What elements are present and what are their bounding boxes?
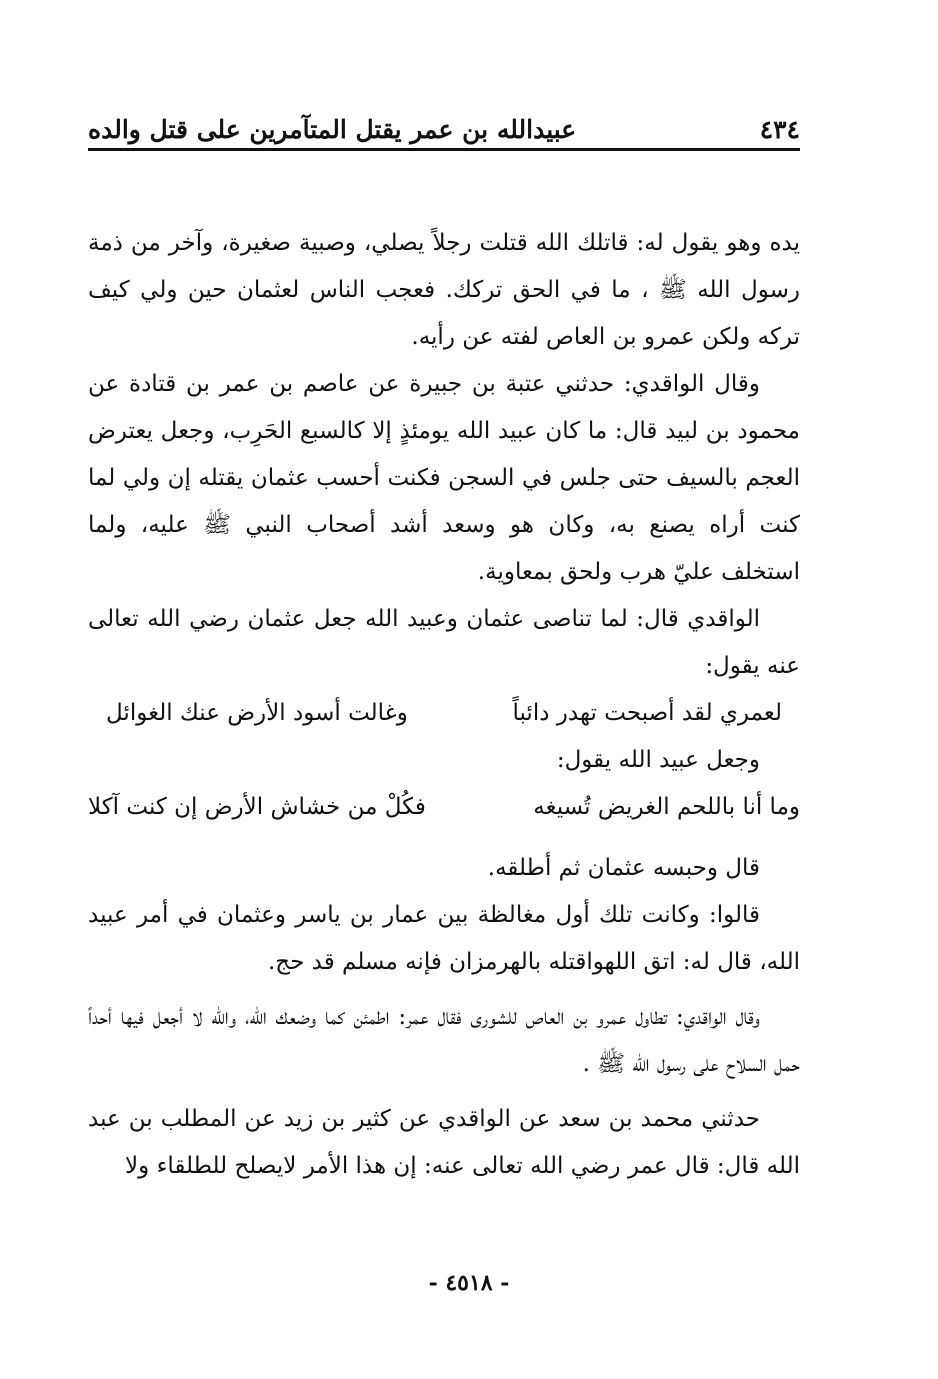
folio-number: - ٤٥١٨ -: [428, 1270, 510, 1296]
page-number: ٤٣٤: [759, 115, 800, 144]
main-text: [88, 220, 800, 1190]
verse-1-hemistich-right: لعمري لقد أصبحت تهدر دائباً: [512, 700, 782, 726]
verse-line-1: [88, 690, 800, 737]
verse-1-hemistich-left: وغالت أسود الأرض عنك الغوائل: [106, 700, 408, 726]
paragraph-4: قال وحبسه عثمان ثم أطلقه.: [487, 855, 760, 881]
verse-2-hemistich-right: وما أنا باللحم الغريض تُسيغه: [533, 794, 800, 820]
header-rule: [88, 148, 800, 151]
verse-line-2: [88, 784, 800, 831]
paragraph-2: وقال الواقدي: حدثني عتبة بن جبيرة عن عاصم بن عمر بن قتادة عن محمود بن لبيد قال: ما كان عبيد الله يومئذٍ إلا كالسبع الحَرِب، وجعل يعترض العجم بالسيف حتى جلس في السجن فكنت أحسب عثمان يقتله إن ولي لما كنت أراه يصنع به، وكان هو وسعد أشد أصحاب النبي ﷺ عليه، ولما استخلف عليّ هرب ولحق بمعاوية.: [88, 371, 800, 585]
verse-2-hemistich-left: فكُلْ من خشاش الأرض إن كنت آكلا: [88, 794, 426, 820]
paragraph-6: وقال الواقدي: تطاول عمرو بن العاص للشورى فقال عمر: اطمئن كما وضعك الله، والله لا أجعل فيها أحداً حمل السلاح على رسول الله ﷺ .: [88, 1004, 800, 1077]
paragraph-3: الواقدي قال: لما تناصى عثمان وعبيد الله جعل عثمان رضي الله تعالى عنه يقول:: [88, 606, 800, 679]
running-header: [88, 100, 800, 144]
chapter-title: عبيدالله بن عمر يقتل المتآمرين على قتل والده: [88, 115, 577, 144]
paragraph-1: يده وهو يقول له: قاتلك الله قتلت رجلاً يصلي، وصبية صغيرة، وآخر من ذمة رسول الله ﷺ ، ما في الحق تركك. فعجب الناس لعثمان حين ولي كيف تركه ولكن عمرو بن العاص لفته عن رأيه.: [88, 230, 800, 350]
paragraph-7: حدثني محمد بن سعد عن الواقدي عن كثير بن زيد عن المطلب بن عبد الله قال: قال عمر رضي الله تعالى عنه: إن هذا الأمر لايصلح للطلقاء ولا: [88, 1106, 800, 1179]
verse-intro: وجعل عبيد الله يقول:: [556, 747, 760, 773]
paragraph-5: قالوا: وكانت تلك أول مغالظة بين عمار بن ياسر وعثمان في أمر عبيد الله، قال له: اتق اللهواقتله بالهرمزان فإنه مسلم قد حج.: [88, 902, 800, 975]
